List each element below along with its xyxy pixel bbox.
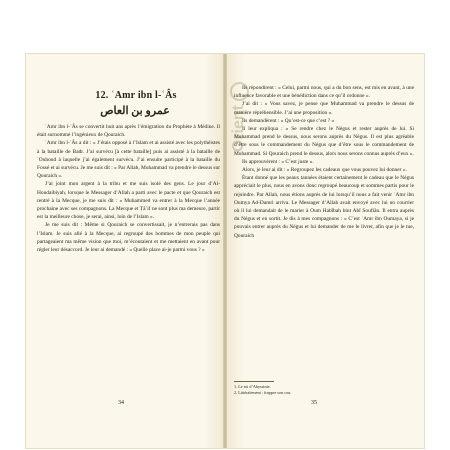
paragraph: Étant donné que les peaux tannées étaient certainement le cadeau que le Négus appréciait le plus, nous en avons donc regroupé beaucoup et sommes partis pour le rejoindre. Par Allah, nous étions auprès de lui lorsqu’il nous a fait venir ʿAmr ibn Oumya Ad-Damri arriva. Le Messager d’Allah avait envoyé avec lui un courrier où il lui demandait de le marier à Oum Habîbah bint Abî Soufiân. Il entra auprès du Négus et en sortit. Je dis à mes compagnons : « C’est ʿAmr ibn Oumaya, si je pouvais entrer auprès du Négus et lui demander de me le livrer, afin que je le tue, Qouraich <box>234 175 414 239</box>
footnote-divider <box>234 381 274 382</box>
paragraph: Il leur expliqua : « Se rendre chez le Négus et rester auprès de lui. Si Muhammad prend le dessus, nous serons auprès du Négus. Il est plus agréable d’être sous le commandement du Négus que d’être sous le commandement de Muhammad. Si Qouraich prend le dessus, alors nous serons connus auprès d’eux ». <box>234 126 414 157</box>
paragraph: J’ai dit : « Vous savez, je pense que Muhammad va prendre le dessus de manière répréhensible. J’ai une proposition ». <box>234 101 414 116</box>
paragraph: Ils demandèrent : « Qu’est-ce que c’est ? » <box>242 117 335 124</box>
arabic-title: عمرو بن العاص <box>100 105 170 117</box>
footnotes <box>234 381 414 396</box>
paragraph: Alors, je leur ai dit : « Regroupez les cadeaux que vous pouvez lui donner ». <box>242 167 407 174</box>
footnote: 2. Littéralement : frapper son cou. <box>234 390 292 395</box>
paragraph: J’ai joint mon argent à la tribu et me suis isolé des gens. Le jour d’Al-Houdaibiyah, lorsque le Messager d’Allah a parti avec le pacte et que Qouraich est rentré à la Mecque, je me suis dit : « Muhammed va entrer à la Mecque l’année prochaine avec ses compagnons. La Mecque et Ṭâʾif ne sont plus ma demeure, partir est la meilleure chose, je serai, ainsi, loin de l’Islam ». <box>37 181 220 221</box>
paragraph: Ils répondirent : « Celui, parmi nous, qui a du bon sens, est mis en avant, à une influence favorable et une bénédiction dans ce qu’il ordonne ». <box>234 85 414 100</box>
paragraph: ʿAmr ibn l-ʿÂs se convertit huit ans après l’émigration du Prophète à Médine. Il était surnommé l’ingénieux de Qouraich. <box>37 124 220 139</box>
page-number: 35 <box>311 400 317 406</box>
watermark-text: Orient <box>230 105 247 153</box>
chapter-title: 12. ʿAmr ibn l-ʿÂs <box>95 90 177 101</box>
book-gutter <box>223 54 227 448</box>
footnote: 1. Le roi d’Abyssinie. <box>234 384 271 389</box>
paragraph: ʿAmr ibn l-ʿÂs a dit : « J’étais opposé à l’Islam et ai assisté avec les polythéistes à la bataille de Badr. J’ai survécu [à cette bataille] puis ai assisté à la bataille de ʿOuhoud à laquelle j’ai également survécu. J’ai ensuite participé à la bataille du Fossé et ai survécu. Je me suis dit : « Par Allah, Muhammad va prendre le dessus sur Qouraich ». <box>37 140 220 180</box>
page-number: 34 <box>118 400 124 406</box>
paragraph: Je me suis dit : Même si Qouraich se convertissait, je n’entrerais pas dans l’Islam. Je suis allé à la Mecque, ai regroupé des hommes de mon peuple qui partageaient ma même vision que moi, m’écoutaient et me mettaient en avant pour régler leur désaccord. Je leur ai demandé : « Quelle place ai-je parmi vous ? » <box>37 222 220 254</box>
right-page <box>225 54 424 448</box>
left-page-body <box>37 123 220 254</box>
left-page <box>26 54 225 448</box>
open-book <box>26 54 424 448</box>
paragraph: Ils approuvèrent : « C’est juste ». <box>242 158 314 165</box>
right-page-body <box>234 84 414 240</box>
